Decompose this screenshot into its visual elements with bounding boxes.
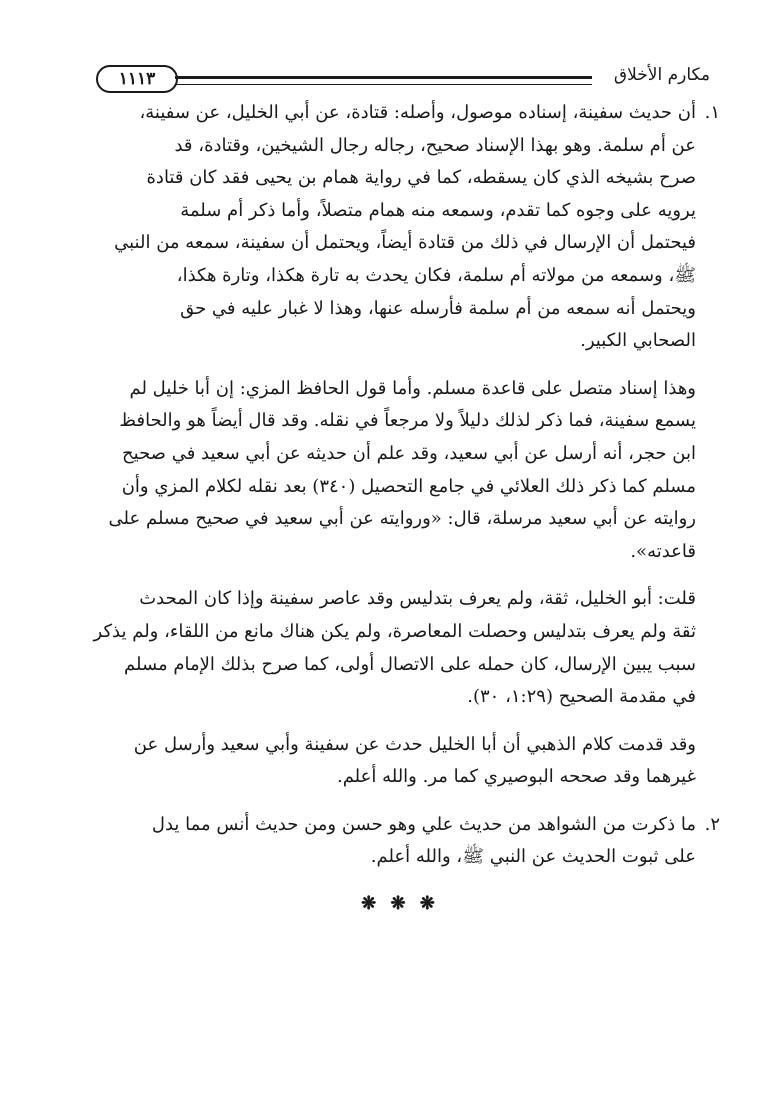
text-line: يرويه على وجوه كما تقدم، وسمعه منه همام متصلاً، وأما ذكر أم سلمة bbox=[180, 199, 696, 221]
text-line: ما ذكرت من الشواهد من حديث علي وهو حسن ومن حديث أنس مما يدل bbox=[151, 813, 696, 835]
text-line: فيحتمل أن الإرسال في ذلك من قتادة أيضاً، ويحتمل أن سفينة، سمعه من النبي bbox=[114, 232, 696, 254]
page-number: ١١١٣ bbox=[96, 65, 178, 93]
footnote-2 bbox=[90, 809, 720, 874]
text-line: ﷺ، وسمعه من مولاته أم سلمة، فكان يحدث به تارة هكذا، وتارة هكذا، bbox=[176, 264, 696, 286]
text-line: في مقدمة الصحيح (١:٢٩، ٣٠). bbox=[467, 686, 696, 708]
text-line: ثقة ولم يعرف بتدليس وحصلت المعاصرة، ولم يكن هناك مانع من اللقاء، ولم يذكر bbox=[93, 620, 696, 642]
text-line: على ثبوت الحديث عن النبي ﷺ، والله أعلم. bbox=[370, 846, 696, 868]
header-rule bbox=[175, 76, 592, 85]
text-line: مسلم كما ذكر ذلك العلائي في جامع التحصيل (٣٤٠) بعد نقله لكلام المزي وأن bbox=[121, 475, 696, 497]
book-title: مكارم الأخلاق bbox=[613, 65, 710, 85]
text-line: ويحتمل أنه سمعه من أم سلمة فأرسله عنها، وهذا لا غبار عليه في حق bbox=[180, 297, 696, 319]
text-line: وقد قدمت كلام الذهبي أن أبا الخليل حدث عن سفينة وأبي سعيد وأرسل عن bbox=[133, 733, 696, 755]
footnote-number: ١. bbox=[704, 102, 720, 123]
book-page bbox=[90, 55, 720, 1055]
footnote-number: ٢. bbox=[704, 813, 720, 835]
paragraph-3 bbox=[90, 729, 710, 794]
footnote-1 bbox=[90, 97, 720, 358]
text-line: سبب يبين الإرسال، كان حمله على الاتصال أولى، كما صرح بذلك الإمام مسلم bbox=[124, 653, 696, 675]
text-line: روايته عن أبي سعيد مرسلة، قال: «وروايته عن أبي سعيد في صحيح مسلم على bbox=[108, 508, 696, 530]
paragraph-2 bbox=[90, 583, 710, 713]
text-line: وهذا إسناد متصل على قاعدة مسلم. وأما قول الحافظ المزي: إن أبا خليل لم bbox=[129, 377, 696, 399]
text-line: غيرهما وقد صححه البوصيري كما مر. والله أعلم. bbox=[336, 766, 696, 788]
paragraph-1 bbox=[90, 373, 710, 569]
text-line: الصحابي الكبير. bbox=[580, 330, 696, 352]
text-line: يسمع سفينة، فما ذكر لذلك دليلاً ولا مرجعاً في نقله. وقد قال أيضاً هو والحافظ bbox=[119, 410, 696, 432]
text-line: عن أم سلمة. وهو بهذا الإسناد صحيح، رجاله رجال الشيخين، وقتادة، قد bbox=[174, 134, 696, 156]
page-body bbox=[90, 97, 720, 921]
text-line: قاعدته». bbox=[630, 540, 696, 562]
text-line: قلت: أبو الخليل، ثقة، ولم يعرف بتدليس وقد عاصر سفينة وإذا كان المحدث bbox=[139, 588, 696, 610]
text-line: ابن حجر، أنه أرسل عن أبي سعيد، وقد علم أن حديثه عن أبي سعيد في صحيح bbox=[122, 442, 696, 464]
page-header bbox=[90, 55, 710, 97]
text-line: أن حديث سفينة، إسناده موصول، وأصله: قتادة، عن أبي الخليل، عن سفينة، bbox=[139, 102, 696, 123]
section-separator: ❋ ❋ ❋ bbox=[361, 893, 439, 915]
text-line: صرح بشيخه الذي كان يسقطه، كما في رواية همام بن يحيى فقد كان قتادة bbox=[146, 167, 696, 189]
